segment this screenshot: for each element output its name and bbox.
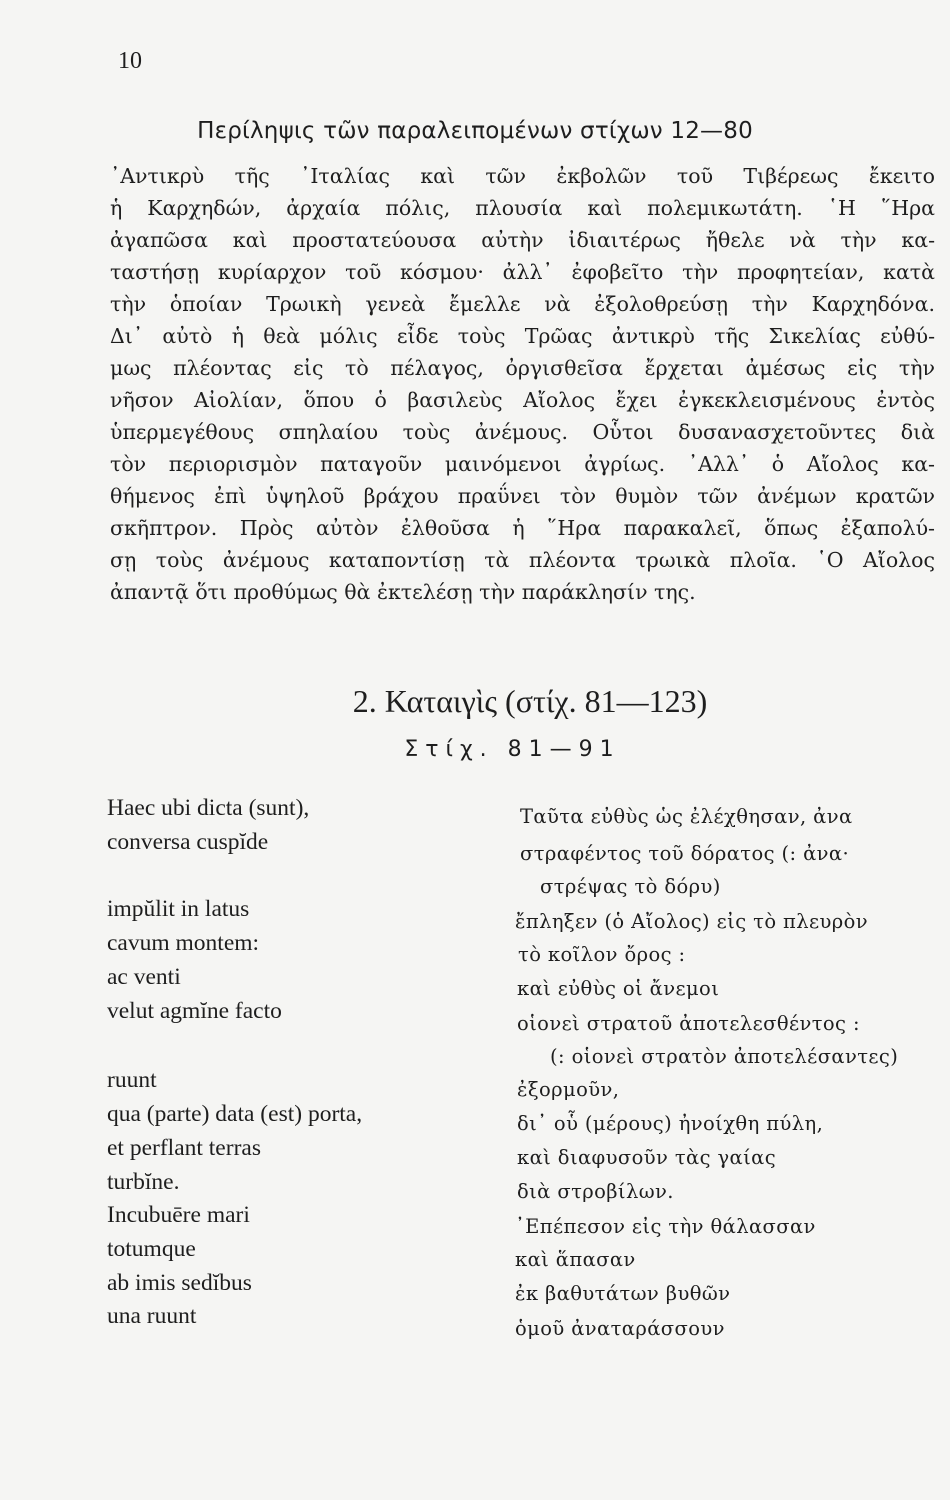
latin-line: conversa cuspĭde	[107, 829, 269, 855]
summary-line: Δι᾿ αὐτὸ ἡ θεὰ μόλις εἶδε τοὺς Τρῶας ἀντικρὺ τῆς Σικελίας εὐθύ-	[110, 324, 935, 348]
summary-line: τὸν περιορισμὸν παταγοῦν μαινόμενοι ἀγρίως. ᾿Αλλ᾿ ὁ Αἴολος κα-	[110, 452, 935, 476]
latin-line: Haec ubi dicta (sunt),	[107, 795, 310, 821]
summary-line: νῆσον Αἰολίαν, ὅπου ὁ βασιλεὺς Αἴολος ἔχει ἐγκεκλεισμένους ἐντὸς	[110, 388, 935, 412]
latin-line: turbĭne.	[107, 1169, 180, 1195]
verse-range-subtitle: Στίχ. 81—91	[404, 737, 621, 762]
greek-line: ἔπληξεν (ὁ Αἴολος) εἰς τὸ πλευρὸν	[515, 910, 869, 933]
summary-line: ὑπερμεγέθους σπηλαίου τοὺς ἀνέμους. Οὗτοι δυσανασχετοῦντες διὰ	[110, 420, 935, 444]
greek-line: Ταῦτα εὐθὺς ὡς ἐλέχθησαν, ἀνα	[520, 805, 853, 828]
greek-line: διὰ στροβίλων.	[517, 1180, 674, 1203]
summary-line: σκῆπτρον. Πρὸς αὐτὸν ἐλθοῦσα ἡ ῞Ηρα παρακαλεῖ, ὅπως ἐξαπολύ-	[110, 516, 935, 540]
latin-line: qua (parte) data (est) porta,	[107, 1101, 363, 1127]
summary-line: ἀγαπῶσα καὶ προστατεύουσα αὐτὴν ἰδιαιτέρως ἤθελε νὰ τὴν κα-	[110, 228, 935, 252]
summary-line: ἀπαντᾷ ὅτι προθύμως θὰ ἐκτελέσῃ τὴν παράκλησίν της.	[110, 580, 696, 604]
summary-line: ταστήσῃ κυρίαρχον τοῦ κόσμου· ἀλλ᾿ ἐφοβεῖτο τὴν προφητείαν, κατὰ	[110, 260, 935, 284]
latin-line: una ruunt	[107, 1303, 197, 1329]
greek-line: καὶ ἅπασαν	[515, 1248, 636, 1271]
latin-line: totumque	[107, 1236, 196, 1262]
greek-line: καὶ διαφυσοῦν τὰς γαίας	[517, 1146, 777, 1169]
greek-line: στραφέντος τοῦ δόρατος (: ἀνα·	[520, 842, 850, 865]
greek-line: ὁμοῦ ἀναταράσσουν	[515, 1317, 725, 1340]
section-title: 2. Καταιγὶς (στίχ. 81—123)	[352, 683, 708, 719]
latin-line: ac venti	[107, 964, 181, 990]
latin-line: cavum montem:	[107, 930, 260, 956]
summary-line: τὴν ὁποίαν Τρωικὴ γενεὰ ἔμελλε νὰ ἐξολοθρεύσῃ τὴν Καρχηδόνα.	[110, 292, 935, 316]
summary-line: σῃ τοὺς ἀνέμους καταποντίσῃ τὰ πλέοντα τρωικὰ πλοῖα. ῾Ο Αἴολος	[110, 548, 935, 572]
greek-line: ᾿Επέπεσον εἰς τὴν θάλασσαν	[515, 1215, 816, 1238]
summary-line: θήμενος ἐπὶ ὑψηλοῦ βράχου πραΰνει τὸν θυμὸν τῶν ἀνέμων κρατῶν	[110, 484, 935, 508]
greek-line: στρέψας τὸ δόρυ)	[540, 875, 721, 898]
greek-line: ἐξορμοῦν,	[517, 1078, 620, 1101]
greek-line: τὸ κοῖλον ὄρος :	[518, 943, 686, 966]
latin-line: et perflant terras	[107, 1135, 261, 1161]
summary-heading: Περίληψις τῶν παραλειπομένων στίχων 12—80	[197, 118, 753, 144]
summary-line: ᾿Αντικρὺ τῆς ᾿Ιταλίας καὶ τῶν ἐκβολῶν τοῦ Τιβέρεως ἔκειτο	[110, 164, 935, 188]
greek-line: (: οἱονεὶ στρατὸν ἀποτελέσαντες)	[550, 1045, 899, 1068]
greek-line: οἱονεὶ στρατοῦ ἀποτελεσθέντος :	[517, 1012, 860, 1035]
summary-line: μως πλέοντας εἰς τὸ πέλαγος, ὀργισθεῖσα ἔρχεται ἀμέσως εἰς τὴν	[110, 356, 935, 380]
greek-line: ἐκ βαθυτάτων βυθῶν	[515, 1282, 731, 1305]
latin-line: velut agmĭne facto	[107, 998, 282, 1024]
page-number: 10	[118, 48, 142, 74]
latin-line: Incubuēre mari	[107, 1202, 250, 1228]
latin-line: ruunt	[107, 1067, 157, 1093]
latin-line: impŭlit in latus	[107, 896, 250, 922]
greek-line: καὶ εὐθὺς οἱ ἄνεμοι	[517, 977, 720, 1000]
summary-line: ἡ Καρχηδών, ἀρχαία πόλις, πλουσία καὶ πολεμικωτάτη. ῾Η ῞Ηρα	[110, 196, 935, 220]
greek-line: δι᾿ οὗ (μέρους) ἠνοίχθη πύλη,	[517, 1112, 824, 1135]
latin-line: ab imis sedĭbus	[107, 1270, 252, 1296]
